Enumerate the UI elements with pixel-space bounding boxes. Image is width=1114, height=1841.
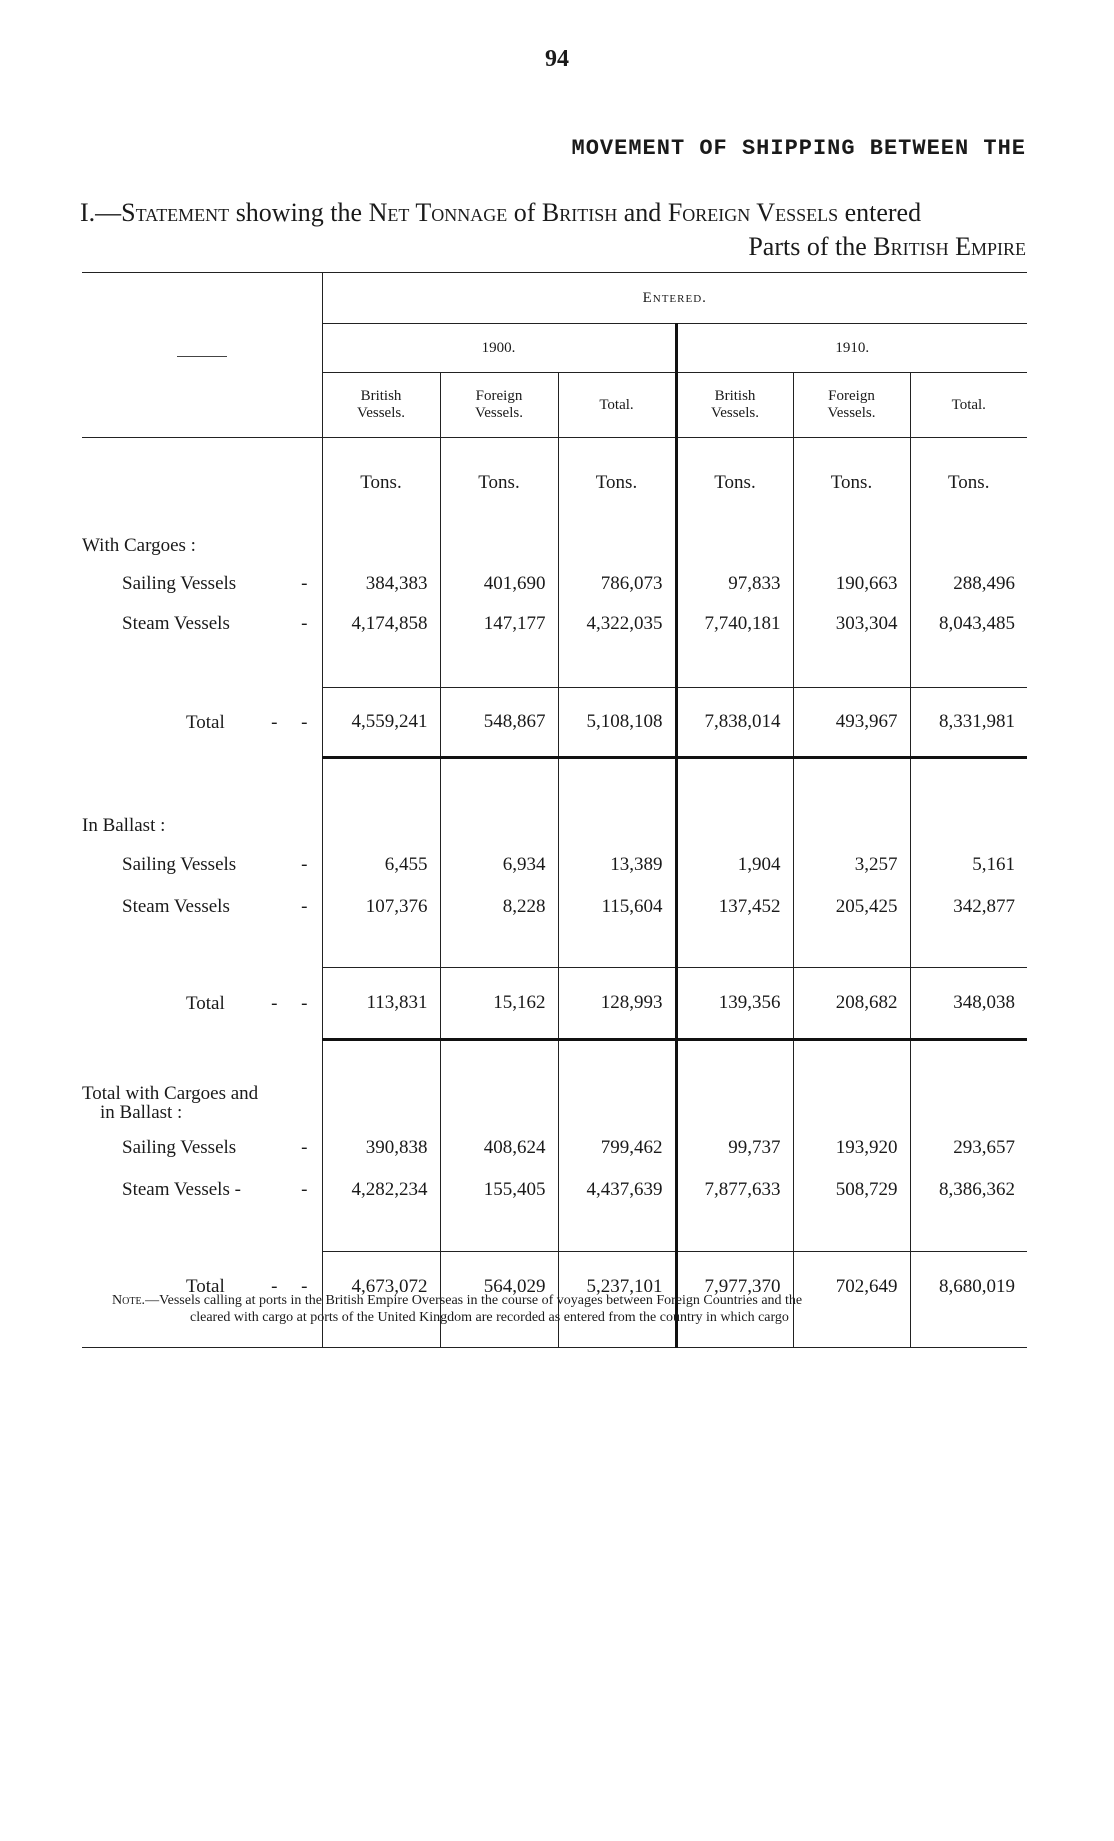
cell: 384,383 (322, 564, 440, 604)
leader-dash: - - (271, 711, 308, 733)
col-head-line: British (714, 388, 756, 404)
table-title-line-2 (748, 232, 1026, 262)
row-label (82, 1126, 322, 1170)
row-label (82, 886, 322, 928)
cell: 6,934 (440, 844, 558, 886)
row-label (82, 968, 322, 1040)
col-head-1910-foreign (793, 373, 910, 438)
unit-label: Tons. (558, 438, 676, 528)
cell: 7,977,370 (676, 1252, 793, 1322)
footnote-text-1: —Vessels calling at ports in the British Empire Overseas in the course of voyages between Foreign Countries and the (145, 1293, 803, 1308)
cell: 15,162 (440, 968, 558, 1040)
cell: 155,405 (440, 1170, 558, 1210)
cell: 208,682 (793, 968, 910, 1040)
col-head-1910-total (910, 373, 1027, 438)
row-label (82, 1170, 322, 1210)
cell: 190,663 (793, 564, 910, 604)
footnote-label: Note. (112, 1293, 146, 1308)
cell: 508,729 (793, 1170, 910, 1210)
page-number: 94 (545, 46, 569, 72)
col-head-line: Total. (599, 396, 634, 413)
row-label-text: Steam Vessels (122, 612, 230, 634)
title-statement: Statement (121, 198, 230, 227)
cell: 8,680,019 (910, 1252, 1027, 1322)
title-prefix: I.— (80, 198, 122, 227)
year-1910-header: 1910. (676, 324, 1027, 373)
stub-header (82, 273, 322, 438)
table-row-total (82, 688, 1027, 758)
cell: 7,877,633 (676, 1170, 793, 1210)
leader-dash: - (301, 1136, 308, 1158)
cell: 99,737 (676, 1126, 793, 1170)
unit-label: Tons. (322, 438, 440, 528)
unit-label: Tons. (440, 438, 558, 528)
cell: 401,690 (440, 564, 558, 604)
cell: 564,029 (440, 1252, 558, 1322)
section-heading-line: in Ballast : (100, 1101, 183, 1123)
row-label (82, 564, 322, 604)
table-row (82, 1170, 1027, 1210)
cell: 7,740,181 (676, 604, 793, 644)
stub-dash (177, 356, 227, 357)
cell: 4,322,035 (558, 604, 676, 644)
leader-dash: - (301, 572, 308, 594)
title-parts-of-the: Parts of the (748, 232, 874, 261)
table-title-line-1 (80, 198, 921, 228)
title-and: and (617, 198, 668, 227)
footnote-line-2: cleared with cargo at ports of the United Kingdom are recorded as entered from the country in which cargo (190, 1310, 789, 1325)
cell: 5,161 (910, 844, 1027, 886)
col-head-1910-british (676, 373, 793, 438)
cell: 115,604 (558, 886, 676, 928)
cell: 342,877 (910, 886, 1027, 928)
cell: 107,376 (322, 886, 440, 928)
row-label-text: Sailing Vessels (122, 853, 237, 875)
cell: 3,257 (793, 844, 910, 886)
leader-dash: - (301, 1178, 308, 1200)
row-label-text: Total (186, 1275, 225, 1297)
cell: 137,452 (676, 886, 793, 928)
col-head-1900-british (322, 373, 440, 438)
row-label-text: Sailing Vessels (122, 1136, 237, 1158)
cell: 702,649 (793, 1252, 910, 1322)
title-of: of (507, 198, 542, 227)
cell: 303,304 (793, 604, 910, 644)
table-row-total (82, 968, 1027, 1040)
title-british-empire: British Empire (873, 232, 1026, 261)
section-heading-ballast: In Ballast : (82, 814, 166, 836)
cell: 128,993 (558, 968, 676, 1040)
col-head-line: Vessels. (475, 405, 523, 421)
table-row (82, 886, 1027, 928)
leader-dash: - - (271, 992, 308, 1014)
cell: 408,624 (440, 1126, 558, 1170)
unit-label: Tons. (793, 438, 910, 528)
cell: 548,867 (440, 688, 558, 758)
cell: 799,462 (558, 1126, 676, 1170)
footnote (112, 1292, 1032, 1326)
cell: 8,043,485 (910, 604, 1027, 644)
col-head-line: Vessels. (357, 405, 405, 421)
tonnage-table (82, 272, 1027, 1348)
leader-dash: - (301, 895, 308, 917)
title-entered: entered (838, 198, 922, 227)
cell: 205,425 (793, 886, 910, 928)
col-head-line: British (360, 388, 402, 404)
cell: 4,673,072 (322, 1252, 440, 1322)
col-head-line: Vessels. (711, 405, 759, 421)
col-head-1900-total (558, 373, 676, 438)
row-label-text: Total (186, 711, 225, 733)
cell: 5,237,101 (558, 1252, 676, 1322)
table-row (82, 604, 1027, 644)
row-label (82, 688, 322, 758)
cell: 8,386,362 (910, 1170, 1027, 1210)
footnote-line-1 (112, 1292, 1032, 1309)
cell: 13,389 (558, 844, 676, 886)
cell: 348,038 (910, 968, 1027, 1040)
table-row (82, 1126, 1027, 1170)
row-label-text: Sailing Vessels (122, 572, 237, 594)
col-head-line: Foreign (475, 388, 523, 404)
cell: 7,838,014 (676, 688, 793, 758)
cell: 4,282,234 (322, 1170, 440, 1210)
cell: 139,356 (676, 968, 793, 1040)
cell: 4,437,639 (558, 1170, 676, 1210)
cell: 8,228 (440, 886, 558, 928)
section-heading-cargoes: With Cargoes : (82, 534, 196, 556)
section-heading-line: Total with Cargoes and (82, 1082, 259, 1104)
row-label-text: Steam Vessels - (122, 1178, 241, 1200)
row-label (82, 844, 322, 886)
cell: 4,559,241 (322, 688, 440, 758)
cell: 8,331,981 (910, 688, 1027, 758)
row-label-text: Total (186, 992, 225, 1014)
cell: 288,496 (910, 564, 1027, 604)
cell: 97,833 (676, 564, 793, 604)
title-net-tonnage: Net Tonnage (368, 198, 508, 227)
col-head-line: Foreign (828, 388, 875, 404)
col-head-line: Vessels. (827, 405, 876, 421)
cell: 786,073 (558, 564, 676, 604)
cell: 147,177 (440, 604, 558, 644)
col-head-1900-foreign (440, 373, 558, 438)
leader-dash: - (301, 853, 308, 875)
table-row (82, 844, 1027, 886)
col-head-line: Total. (951, 396, 986, 413)
table-row (82, 564, 1027, 604)
cell: 390,838 (322, 1126, 440, 1170)
leader-dash: - - (271, 1275, 308, 1297)
cell: 1,904 (676, 844, 793, 886)
title-foreign-vessels: Foreign Vessels (667, 198, 839, 227)
unit-label: Tons. (676, 438, 793, 528)
cell: 193,920 (793, 1126, 910, 1170)
section-heading-combined (82, 1080, 322, 1126)
row-label-text: Steam Vessels (122, 895, 230, 917)
leader-dash: - (301, 612, 308, 634)
cell: 4,174,858 (322, 604, 440, 644)
stub-empty (82, 438, 322, 528)
cell: 5,108,108 (558, 688, 676, 758)
cell: 293,657 (910, 1126, 1027, 1170)
year-1900-header: 1900. (322, 324, 676, 373)
title-british: British (541, 198, 618, 227)
cell: 493,967 (793, 688, 910, 758)
unit-label: Tons. (910, 438, 1027, 528)
title-showing: showing the (229, 198, 369, 227)
cell: 113,831 (322, 968, 440, 1040)
cell: 6,455 (322, 844, 440, 886)
running-head: MOVEMENT OF SHIPPING BETWEEN THE (571, 136, 1026, 161)
entered-header: Entered. (322, 273, 1027, 324)
row-label (82, 604, 322, 644)
